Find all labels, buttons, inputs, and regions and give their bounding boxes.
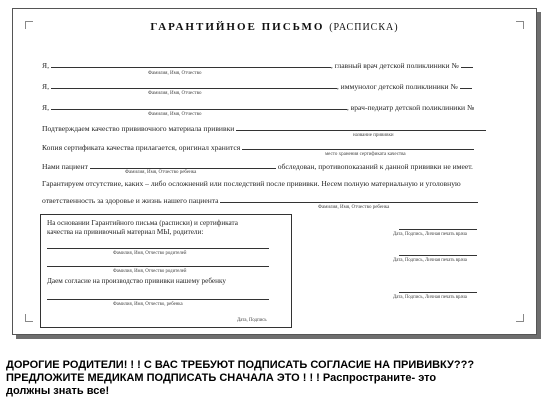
cert-text: Копия сертификата качества прилагается, оригинал хранится — [42, 143, 241, 152]
box-caption-3: Фамилия, Имя, Отчество, ребенка — [113, 302, 183, 307]
guarantee-caption: Фамилия, Имя, Отчество ребенка — [318, 205, 390, 210]
document-title-main: ГАРАНТИЙНОЕ ПИСЬМО — [150, 21, 325, 33]
confirm-text: Подтверждаем качество прививочного материала прививки — [42, 124, 235, 133]
vaccine-caption: название прививки — [353, 133, 394, 138]
vaccine-quality-line — [42, 123, 486, 133]
clinic-number-field[interactable] — [461, 60, 473, 68]
box-caption-2: Фамилия, Имя, Отчество родителей — [113, 269, 187, 274]
pediatrician-role: , врач-педиатр детской поликлиники № — [346, 103, 475, 112]
parent-name-field-2[interactable] — [47, 265, 269, 267]
doctor-signature-field-2[interactable] — [399, 254, 477, 256]
patient-name-field[interactable] — [90, 161, 276, 169]
immunologist-role: , иммунолог детской поликлиники № — [336, 82, 458, 91]
vaccine-name-field[interactable] — [236, 123, 486, 131]
guarantee-line-2 — [42, 195, 478, 205]
patient-line — [42, 161, 473, 171]
ya-label: Я, — [42, 82, 49, 91]
doctor-signature-caption-2: Дата, Подпись, Личная печать врача — [393, 258, 467, 263]
banner-line-2: ПРЕДЛОЖИТЕ МЕДИКАМ ПОДПИСАТЬ СНАЧАЛА ЭТО ! ! ! Распространите- это — [6, 372, 437, 384]
document-title — [13, 21, 536, 33]
doctor-signature-caption-3: Дата, Подпись, Личная печать врача — [393, 295, 467, 300]
ya-label: Я, — [42, 61, 49, 70]
box-text-1: На основании Гарантийного письма (расписки) и сертификата — [47, 219, 238, 227]
doctor-signature-field-1[interactable] — [399, 228, 477, 230]
certificate-place-field[interactable] — [242, 142, 474, 150]
pediatrician-name-field[interactable] — [51, 102, 347, 110]
immunologist-name-field[interactable] — [51, 81, 337, 89]
ya-label: Я, — [42, 103, 49, 112]
box-caption-1: Фамилия, Имя, Отчество родителей — [113, 251, 187, 256]
certificate-line — [42, 142, 474, 152]
cert-caption: место хранения сертификата качества — [325, 152, 406, 157]
doctor-signature-field-3[interactable] — [399, 291, 477, 293]
patient-text: Нами пациент — [42, 162, 88, 171]
box-text-2: качества на прививочный материал МЫ, родители: — [47, 228, 204, 236]
chief-doctor-role: , главный врач детской поликлиники № — [330, 61, 459, 70]
guarantee-text-2: ответственность за здоровье и жизнь нашего пациента — [42, 196, 219, 205]
patient-examined-text: обследован, противопоказаний к данной прививки не имеет. — [277, 162, 473, 171]
guarantee-text-1: Гарантируем отсутствие, каких – либо осложнений или последствий после прививки. Несем полную материальную и уголовную — [42, 179, 461, 188]
chief-doctor-line — [42, 60, 473, 70]
child-caption: Фамилия, Имя, Отчество ребенка — [125, 170, 197, 175]
box-sign-caption: Дата, Подпись — [237, 318, 267, 323]
parent-name-field-1[interactable] — [47, 247, 269, 249]
corner-mark — [516, 314, 524, 322]
fio-caption: Фамилия, Имя, Отчество — [148, 71, 202, 76]
fio-caption: Фамилия, Имя, Отчество — [148, 91, 202, 96]
chief-doctor-name-field[interactable] — [51, 60, 331, 68]
clinic-number-field[interactable] — [460, 81, 472, 89]
parent-consent-box — [40, 214, 292, 328]
pediatrician-line — [42, 102, 474, 112]
patient-name-field-2[interactable] — [220, 195, 478, 203]
banner-line-3: должны знать все! — [6, 385, 110, 397]
immunologist-line — [42, 81, 472, 91]
document-title-sub: (РАСПИСКА) — [329, 22, 399, 33]
child-name-field[interactable] — [47, 298, 269, 300]
fio-caption: Фамилия, Имя, Отчество — [148, 112, 202, 117]
corner-mark — [25, 314, 33, 322]
guarantee-letter-sheet — [12, 8, 537, 335]
doctor-signature-caption-1: Дата, Подпись, Личная печать врача — [393, 232, 467, 237]
box-consent-text: Даем согласие на производство прививки нашему ребенку — [47, 277, 226, 285]
parents-warning-banner — [6, 359, 554, 398]
banner-line-1: ДОРОГИЕ РОДИТЕЛИ! ! ! С ВАС ТРЕБУЮТ ПОДПИСАТЬ СОГЛАСИЕ НА ПРИВИВКУ??? — [6, 359, 475, 371]
